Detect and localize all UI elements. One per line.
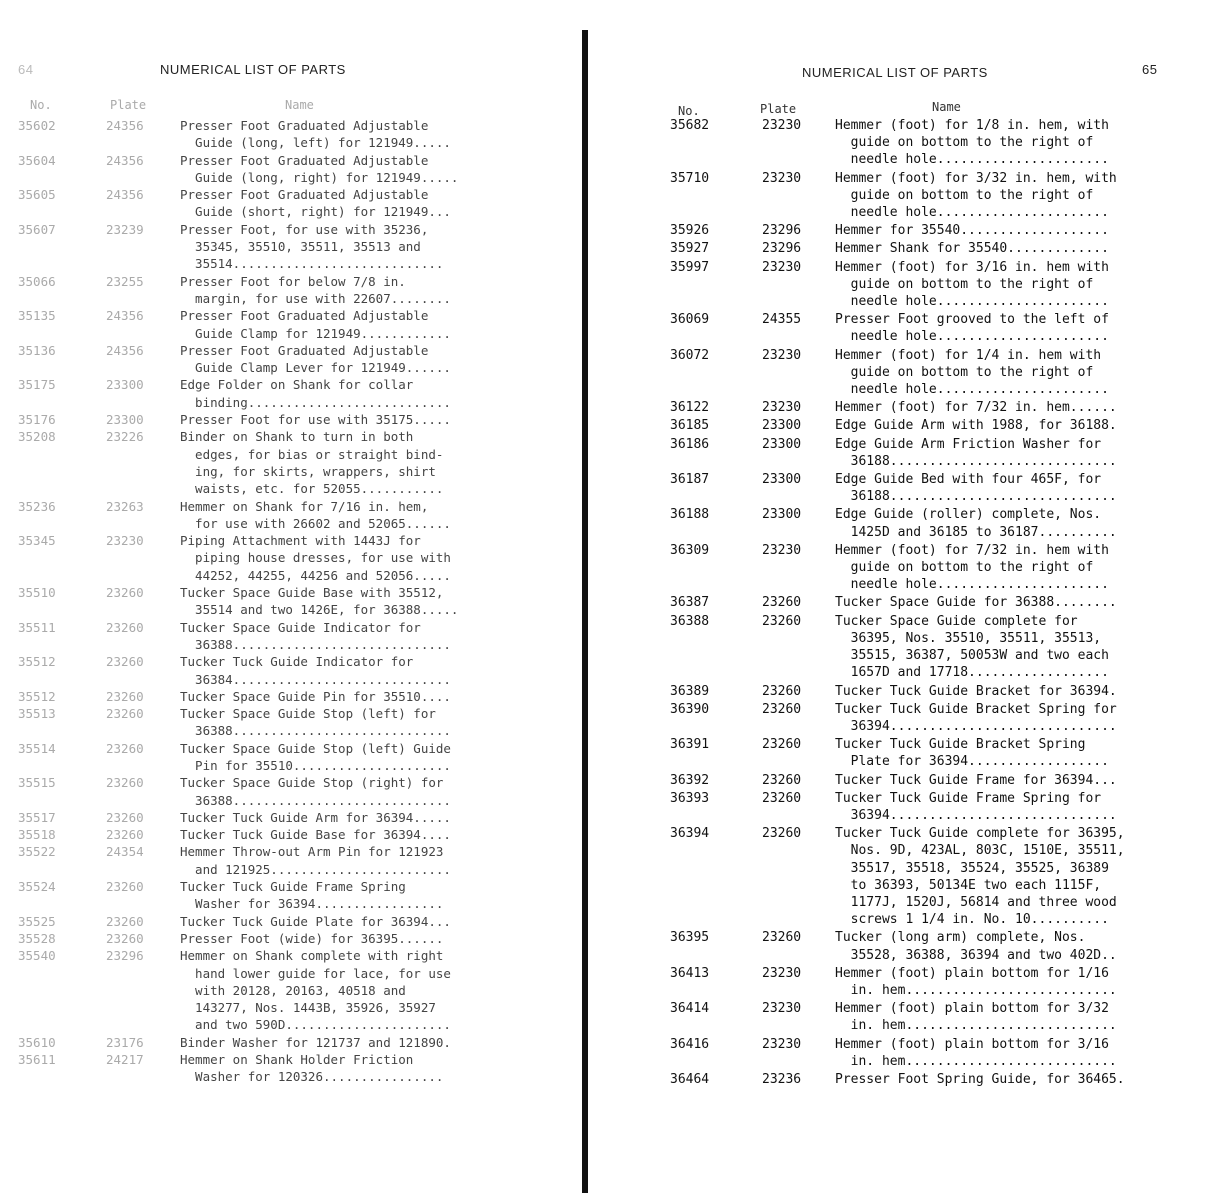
part-number: 36389 [670, 683, 710, 699]
part-number: 36185 [670, 418, 710, 434]
part-number: 36072 [670, 347, 710, 363]
part-description: Tucker Tuck Guide Arm for 36394..... [180, 809, 451, 825]
part-number: 35513 [18, 706, 56, 722]
parts-row [0, 152, 580, 187]
parts-row [590, 506, 1205, 540]
part-description: Hemmer (foot) for 1/8 in. hem, with guide on bottom to the right of needle hole...................... [835, 118, 1109, 168]
part-number: 35997 [670, 259, 710, 275]
part-number: 35236 [18, 498, 56, 514]
part-number: 35528 [18, 930, 56, 946]
left-parts-list [0, 117, 580, 1086]
part-number: 35540 [18, 948, 56, 964]
parts-row [590, 594, 1205, 611]
part-description: Hemmer Shank for 35540............. [835, 241, 1109, 257]
part-description: Hemmer (foot) for 3/16 in. hem with guide on bottom to the right of needle hole...................... [835, 259, 1109, 310]
part-description: Presser Foot Graduated Adjustable Guide (short, right) for 121949... [180, 187, 451, 220]
part-number: 35514 [18, 740, 56, 756]
plate-number: 23300 [762, 507, 802, 523]
part-description: Binder Washer for 121737 and 121890. [180, 1034, 451, 1050]
parts-row [0, 688, 580, 705]
part-number: 35682 [670, 118, 710, 133]
parts-row [590, 542, 1205, 594]
plate-number: 24217 [106, 1052, 144, 1068]
parts-row [590, 436, 1205, 470]
parts-row [0, 653, 580, 688]
plate-number: 23296 [106, 948, 144, 964]
plate-number: 23230 [762, 259, 802, 275]
parts-row [0, 532, 580, 584]
parts-row [0, 740, 580, 775]
plate-number: 23300 [106, 412, 144, 428]
part-number: 36416 [670, 1036, 710, 1052]
part-description: Tucker Space Guide Stop (right) for 36388............................. [180, 775, 451, 808]
parts-row [590, 471, 1205, 505]
part-number: 35710 [670, 170, 710, 186]
part-number: 35522 [18, 844, 56, 860]
part-description: Tucker Space Guide complete for 36395, Nos. 35510, 35511, 35513, 35515, 36387, 50053W and two each 1657D and 17718.................. [835, 613, 1109, 681]
plate-number: 23260 [762, 737, 802, 753]
part-number: 36414 [670, 1001, 710, 1017]
plate-number: 23260 [106, 809, 144, 825]
part-number: 35512 [18, 654, 56, 670]
part-description: Tucker Tuck Guide Frame for 36394... [835, 772, 1117, 788]
parts-row [0, 584, 580, 619]
part-description: Hemmer on Shank for 7/16 in. hem, for use with 26602 and 52065...... [180, 498, 451, 531]
part-description: Tucker Space Guide Stop (left) Guide Pin for 35510..................... [180, 740, 451, 773]
part-description: Hemmer Throw-out Arm Pin for 121923 and 121925........................ [180, 844, 451, 877]
part-description: Presser Foot Graduated Adjustable Guide Clamp for 121949............ [180, 308, 451, 341]
plate-number: 23260 [762, 826, 802, 842]
parts-row [590, 240, 1205, 257]
part-number: 35175 [18, 377, 56, 393]
right-page [590, 0, 1205, 1193]
part-number: 35926 [670, 223, 710, 239]
part-number: 36392 [670, 772, 710, 788]
plate-number: 23260 [762, 930, 802, 946]
plate-number: 23260 [106, 654, 144, 670]
parts-row [0, 1034, 580, 1051]
part-description: Tucker Tuck Guide Plate for 36394... [180, 913, 451, 929]
right-page-number: 65 [1142, 62, 1158, 77]
parts-row [0, 826, 580, 843]
part-description: Tucker Space Guide for 36388........ [835, 595, 1117, 611]
part-description: Presser Foot Graduated Adjustable Guide (long, right) for 121949..... [180, 152, 459, 185]
parts-row [0, 307, 580, 342]
parts-row [590, 929, 1205, 963]
part-description: Tucker Tuck Guide Bracket Spring Plate for 36394.................. [835, 737, 1109, 770]
part-number: 36309 [670, 542, 710, 558]
part-description: Tucker (long arm) complete, Nos. 35528, 36388, 36394 and two 402D.. [835, 930, 1117, 963]
part-number: 36388 [670, 613, 710, 629]
plate-number: 23230 [762, 965, 802, 981]
right-col-name-header: Name [932, 100, 961, 114]
part-description: Presser Foot grooved to the left of needle hole...................... [835, 312, 1109, 345]
part-description: Tucker Tuck Guide Bracket Spring for 36394............................. [835, 701, 1117, 734]
parts-row [0, 705, 580, 740]
plate-number: 23300 [762, 436, 802, 452]
part-number: 36187 [670, 472, 710, 488]
plate-number: 23300 [762, 418, 802, 434]
part-number: 35066 [18, 273, 56, 289]
parts-row [590, 613, 1205, 682]
part-description: Presser Foot Graduated Adjustable Guide (long, left) for 121949..... [180, 118, 451, 151]
parts-row [0, 221, 580, 273]
part-number: 35510 [18, 585, 56, 601]
part-number: 35525 [18, 913, 56, 929]
parts-row [0, 774, 580, 809]
part-description: Binder on Shank to turn in both edges, for bias or straight bind- ing, for skirts, wrappers, shirt waists, etc. for 52055........... [180, 429, 444, 497]
plate-number: 23260 [762, 772, 802, 788]
plate-number: 23230 [762, 542, 802, 558]
parts-row [0, 428, 580, 497]
parts-row [590, 825, 1205, 928]
plate-number: 23230 [762, 1001, 802, 1017]
left-page-number: 64 [18, 62, 34, 77]
plate-number: 23260 [106, 775, 144, 791]
part-description: Presser Foot, for use with 35236, 35345, 35510, 35511, 35513 and 35514............................ [180, 221, 444, 272]
parts-row [0, 843, 580, 878]
part-description: Tucker Tuck Guide Base for 36394.... [180, 827, 451, 843]
left-col-no-header: No. [30, 98, 52, 112]
part-description: Tucker Space Guide Indicator for 36388............................. [180, 619, 451, 652]
parts-row [590, 965, 1205, 999]
parts-row [0, 947, 580, 1033]
parts-row [590, 683, 1205, 700]
plate-number: 23300 [106, 377, 144, 393]
parts-row [0, 1051, 580, 1086]
part-description: Presser Foot for below 7/8 in. margin, for use with 22607........ [180, 273, 451, 306]
part-description: Hemmer (foot) for 7/32 in. hem with guide on bottom to the right of needle hole...................... [835, 542, 1109, 593]
part-description: Piping Attachment with 1443J for piping house dresses, for use with 44252, 44255, 44256 and 52056..... [180, 533, 451, 583]
part-number: 35345 [18, 533, 56, 549]
part-number: 36394 [670, 826, 710, 842]
part-number: 35605 [18, 187, 56, 203]
parts-row [590, 790, 1205, 824]
parts-row [0, 117, 580, 152]
left-page [0, 0, 580, 1193]
part-description: Edge Guide Arm with 1988, for 36188. [835, 418, 1117, 434]
part-description: Tucker Space Guide Stop (left) for 36388............................. [180, 706, 451, 739]
parts-row [590, 222, 1205, 239]
part-description: Presser Foot Spring Guide, for 36465. [835, 1071, 1125, 1087]
part-number: 35176 [18, 412, 56, 428]
parts-row [0, 186, 580, 221]
part-description: Presser Foot for use with 35175..... [180, 412, 451, 428]
plate-number: 23260 [106, 827, 144, 843]
part-number: 35136 [18, 342, 56, 358]
plate-number: 23176 [106, 1034, 144, 1050]
parts-row [590, 259, 1205, 311]
parts-row [0, 809, 580, 826]
plate-number: 23230 [762, 170, 802, 186]
plate-number: 23260 [762, 613, 802, 629]
plate-number: 23260 [106, 740, 144, 756]
parts-row [590, 1000, 1205, 1034]
parts-row [0, 273, 580, 308]
right-col-no-header: No. [678, 104, 700, 118]
part-description: Tucker Tuck Guide Bracket for 36394. [835, 683, 1117, 699]
part-description: Hemmer (foot) plain bottom for 3/32 in. hem........................... [835, 1001, 1117, 1034]
plate-number: 23230 [106, 533, 144, 549]
parts-row [0, 878, 580, 913]
plate-number: 23230 [762, 1036, 802, 1052]
plate-number: 23296 [762, 223, 802, 239]
left-page-header: NUMERICAL LIST OF PARTS [160, 62, 346, 77]
plate-number: 23260 [106, 706, 144, 722]
parts-row [0, 619, 580, 654]
plate-number: 23260 [762, 701, 802, 717]
plate-number: 23230 [762, 400, 802, 416]
parts-row [590, 399, 1205, 416]
plate-number: 24356 [106, 342, 144, 358]
plate-number: 23260 [106, 879, 144, 895]
parts-row [590, 736, 1205, 770]
parts-row [0, 411, 580, 428]
parts-row [590, 701, 1205, 735]
part-description: Tucker Tuck Guide Indicator for 36384............................. [180, 654, 451, 687]
plate-number: 23260 [106, 619, 144, 635]
parts-row [590, 1036, 1205, 1070]
part-description: Tucker Tuck Guide Frame Spring Washer for 36394................. [180, 879, 444, 912]
part-description: Edge Guide Arm Friction Washer for 36188............................. [835, 436, 1117, 469]
part-number: 35927 [670, 241, 710, 257]
plate-number: 23260 [106, 585, 144, 601]
plate-number: 23260 [106, 930, 144, 946]
part-description: Hemmer (foot) plain bottom for 1/16 in. hem........................... [835, 965, 1117, 998]
parts-row [590, 117, 1205, 169]
part-description: Edge Folder on Shank for collar binding........................... [180, 377, 451, 410]
part-number: 36188 [670, 507, 710, 523]
part-description: Edge Guide Bed with four 465F, for 36188............................. [835, 472, 1117, 505]
plate-number: 23260 [106, 688, 144, 704]
plate-number: 23260 [762, 595, 802, 611]
parts-row [0, 930, 580, 947]
part-description: Tucker Tuck Guide Frame Spring for 36394............................. [835, 790, 1117, 823]
parts-row [590, 417, 1205, 434]
page-gutter [582, 30, 588, 1193]
part-number: 36391 [670, 737, 710, 753]
part-number: 36395 [670, 930, 710, 946]
part-description: Tucker Tuck Guide complete for 36395, Nos. 9D, 423AL, 803C, 1510E, 35511, 35517, 35518, 35524, 35525, 36389 to 36393, 50134E two each 1115F, 1177J, 1520J, 56814 and three wood screws 1 1/4 in. No. 10.......... [835, 826, 1125, 928]
part-description: Hemmer (foot) for 7/32 in. hem...... [835, 400, 1117, 416]
right-col-plate-header: Plate [760, 102, 797, 116]
plate-number: 23260 [762, 790, 802, 806]
left-col-plate-header: Plate [110, 98, 147, 112]
part-number: 36413 [670, 965, 710, 981]
plate-number: 23236 [762, 1071, 802, 1087]
parts-row [0, 913, 580, 930]
part-number: 36387 [670, 595, 710, 611]
part-number: 35135 [18, 308, 56, 324]
plate-number: 23226 [106, 429, 144, 445]
part-number: 35611 [18, 1052, 56, 1068]
part-number: 35607 [18, 221, 56, 237]
plate-number: 23260 [106, 913, 144, 929]
right-parts-list [590, 117, 1205, 1089]
right-page-header: NUMERICAL LIST OF PARTS [802, 65, 988, 80]
part-number: 35517 [18, 809, 56, 825]
part-number: 35610 [18, 1034, 56, 1050]
part-description: Tucker Space Guide Pin for 35510.... [180, 688, 451, 704]
part-number: 35524 [18, 879, 56, 895]
part-description: Hemmer (foot) for 1/4 in. hem with guide on bottom to the right of needle hole...................... [835, 347, 1109, 398]
plate-number: 24355 [762, 312, 802, 328]
part-number: 35512 [18, 688, 56, 704]
part-number: 36186 [670, 436, 710, 452]
plate-number: 24354 [106, 844, 144, 860]
part-number: 35602 [18, 118, 56, 133]
part-description: Hemmer on Shank complete with right hand lower guide for lace, for use with 20128, 20163, 40518 and 143277, Nos. 1443B, 35926, 35927 and two 590D...................... [180, 948, 451, 1033]
part-number: 35208 [18, 429, 56, 445]
part-number: 36464 [670, 1071, 710, 1087]
part-description: Presser Foot (wide) for 36395...... [180, 930, 444, 946]
plate-number: 23260 [762, 683, 802, 699]
part-number: 36069 [670, 312, 710, 328]
parts-row [590, 347, 1205, 399]
part-description: Hemmer on Shank Holder Friction Washer for 120326................ [180, 1052, 444, 1085]
plate-number: 23239 [106, 221, 144, 237]
parts-row [590, 311, 1205, 345]
plate-number: 24356 [106, 187, 144, 203]
part-description: Hemmer (foot) for 3/32 in. hem, with guide on bottom to the right of needle hole...................... [835, 170, 1117, 221]
part-number: 35604 [18, 152, 56, 168]
plate-number: 23230 [762, 347, 802, 363]
plate-number: 24356 [106, 118, 144, 133]
plate-number: 24356 [106, 152, 144, 168]
part-description: Presser Foot Graduated Adjustable Guide Clamp Lever for 121949...... [180, 342, 451, 376]
plate-number: 23296 [762, 241, 802, 257]
parts-row [0, 498, 580, 533]
part-description: Edge Guide (roller) complete, Nos. 1425D and 36185 to 36187.......... [835, 507, 1117, 540]
part-number: 35515 [18, 775, 56, 791]
part-description: Hemmer (foot) plain bottom for 3/16 in. hem........................... [835, 1036, 1117, 1069]
plate-number: 23255 [106, 273, 144, 289]
part-description: Hemmer for 35540................... [835, 223, 1109, 239]
plate-number: 23230 [762, 118, 802, 133]
part-number: 36393 [670, 790, 710, 806]
plate-number: 23263 [106, 498, 144, 514]
plate-number: 23300 [762, 472, 802, 488]
parts-row [0, 376, 580, 411]
part-number: 36390 [670, 701, 710, 717]
parts-row [590, 170, 1205, 222]
parts-row [0, 342, 580, 377]
part-number: 36122 [670, 400, 710, 416]
part-number: 35518 [18, 827, 56, 843]
parts-row [590, 772, 1205, 789]
left-col-name-header: Name [285, 98, 314, 112]
part-number: 35511 [18, 619, 56, 635]
parts-row [590, 1071, 1205, 1088]
part-description: Tucker Space Guide Base with 35512, 35514 and two 1426E, for 36388..... [180, 585, 459, 618]
plate-number: 24356 [106, 308, 144, 324]
